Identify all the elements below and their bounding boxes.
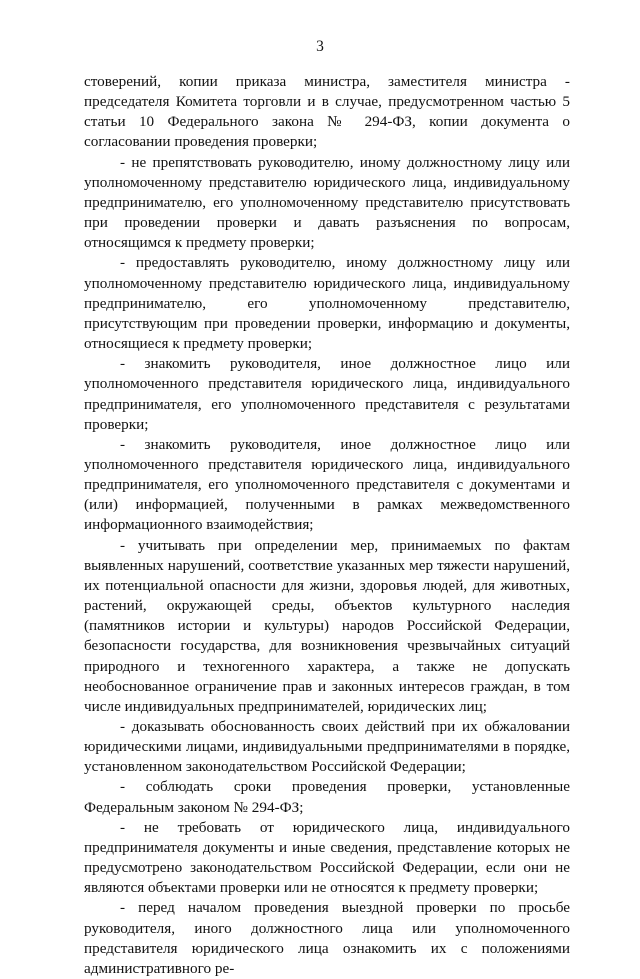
paragraph-list-item: - соблюдать сроки проведения проверки, установленные Федеральным законом № 294-ФЗ; [84, 778, 570, 816]
paragraph-list-item: - знакомить руководителя, иное должностное лицо или уполномоченного представителя юридического лица, индивидуального предпринимателя, его уполномоченного представителя с документами и (или) информацией, полученными в рамках межведомственного информационного взаимодействия; [84, 435, 570, 534]
paragraph-list-item: - перед началом проведения выездной проверки по просьбе руководителя, иного должностного лица или уполномоченного представителя юридического лица ознакомить их с положениями административного ре- [84, 899, 570, 977]
paragraph-continuation: стоверений, копии приказа министра, заместителя министра - председателя Комитета торговли и в случае, предусмотренном частью 5 статьи 10 Федерального закона № 294-ФЗ, копии документа о согласовании проведения проверки; [84, 73, 570, 151]
page-number: 3 [316, 38, 324, 55]
document-body [84, 72, 570, 979]
paragraph-list-item: - не требовать от юридического лица, индивидуального предпринимателя документы и иные сведения, представление которых не предусмотрено законодательством Российской Федерации, если они не являются объектами проверки или не относятся к предмету проверки; [84, 818, 570, 897]
paragraph-list-item: - не препятствовать руководителю, иному должностному лицу или уполномоченному представителю юридического лица, индивидуальному предпринимателю, его уполномоченному представителю присутствовать при проведении проверки и давать разъяснения по вопросам, относящимся к предмету проверки; [84, 153, 570, 252]
paragraph-list-item: - предоставлять руководителю, иному должностному лицу или уполномоченному представителю юридического лица, индивидуальному предпринимателю, его уполномоченному представителю, присутствующим при проведении проверки, информацию и документы, относящиеся к предмету проверки; [84, 254, 570, 353]
paragraph-list-item: - знакомить руководителя, иное должностное лицо или уполномоченного представителя юридического лица, индивидуального предпринимателя, его уполномоченного представителя с результатами проверки; [84, 355, 570, 433]
paragraph-list-item: - учитывать при определении мер, принимаемых по фактам выявленных нарушений, соответствие указанных мер тяжести нарушений, их потенциальной опасности для жизни, здоровья людей, для животных, растений, окружающей среды, объектов культурного наследия (памятников истории и культуры) народов Российской Федерации, безопасности государства, для возникновения чрезвычайных ситуаций природного и техногенного характера, а также не допускать необоснованное ограничение прав и законных интересов граждан, в том числе индивидуальных предпринимателей, юридических лиц; [84, 536, 570, 715]
paragraph-list-item: - доказывать обоснованность своих действий при их обжаловании юридическими лицами, индивидуальными предпринимателями в порядке, установленном законодательством Российской Федерации; [84, 718, 570, 776]
